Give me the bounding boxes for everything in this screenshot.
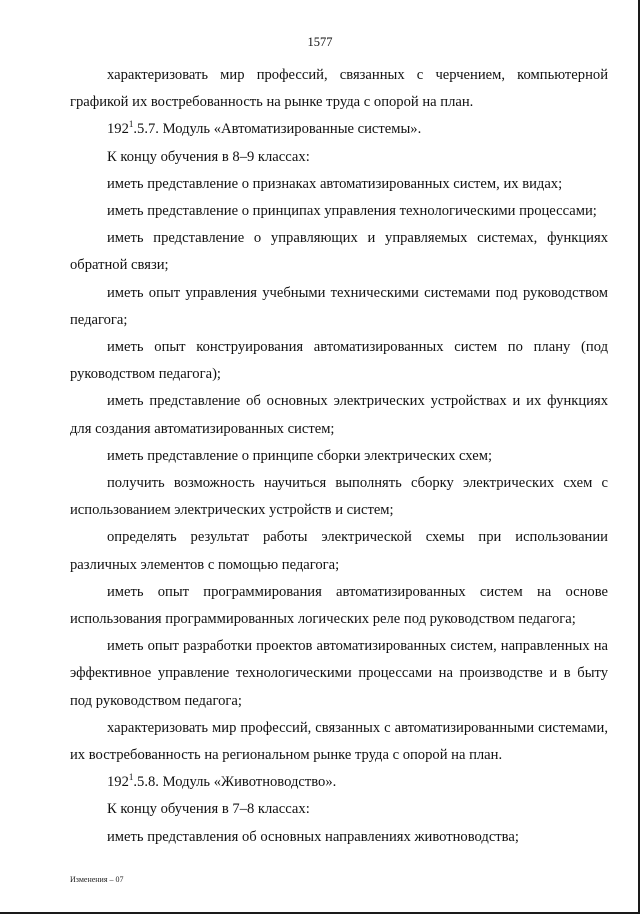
paragraph-grade-range: К концу обучения в 8–9 классах: (107, 148, 310, 165)
paragraph-item: иметь опыт конструирования автоматизированных систем по плану (под руководством педагога); (70, 339, 608, 383)
paragraph-item: иметь представление о признаках автоматизированных систем, их видах; (107, 175, 563, 192)
paragraph-item: иметь опыт управления учебными техническими системами под руководством педагога; (70, 284, 608, 328)
paragraph-item: характеризовать мир профессий, связанных с автоматизированными системами, их востребованность на региональном рынке труда с опорой на план. (70, 719, 608, 764)
paragraph-item: иметь представление о принципах управления технологическими процессами; (107, 203, 597, 220)
paragraph-item: иметь опыт разработки проектов автоматизированных систем, направленных на эффективное управление технологическими процессами на производстве и в быту под руководством педагога; (70, 638, 608, 709)
paragraph-item: иметь представление о управляющих и управляемых системах, функциях обратной связи; (70, 230, 608, 274)
section-superscript: 1 (128, 772, 134, 783)
paragraph-item: иметь представление о принципе сборки электрических схем; (107, 447, 492, 464)
paragraph-grade-range: К концу обучения в 7–8 классах: (107, 801, 310, 818)
paragraph-item: определять результат работы электрической схемы при использовании различных элементов с помощью педагога; (70, 529, 608, 573)
document-body (70, 62, 608, 851)
page-number: 1577 (307, 35, 333, 49)
section-superscript: 1 (128, 119, 134, 130)
paragraph-professions-drafting: характеризовать мир профессий, связанных с черчением, компьютерной графикой их востребованность на рынке труда с опорой на план. (70, 67, 608, 111)
section-heading-livestock: $192^1.5.8$. Модуль «Животноводство». (107, 772, 337, 791)
paragraph-item: иметь представления об основных направлениях животноводства; (107, 828, 519, 845)
paragraph-item: иметь представление об основных электрических устройствах и их функциях для создания автоматизированных систем; (70, 393, 608, 437)
footer-revision: Изменения – 07 (70, 875, 124, 884)
paragraph-item: иметь опыт программирования автоматизированных систем на основе использования программированных логических реле под руководством педагога; (70, 583, 608, 628)
paragraph-item: получить возможность научиться выполнять сборку электрических схем с использованием электрических устройств и систем; (70, 475, 608, 519)
section-heading-automated-systems: $192^1.5.7$. Модуль «Автоматизированные системы». (107, 119, 422, 138)
